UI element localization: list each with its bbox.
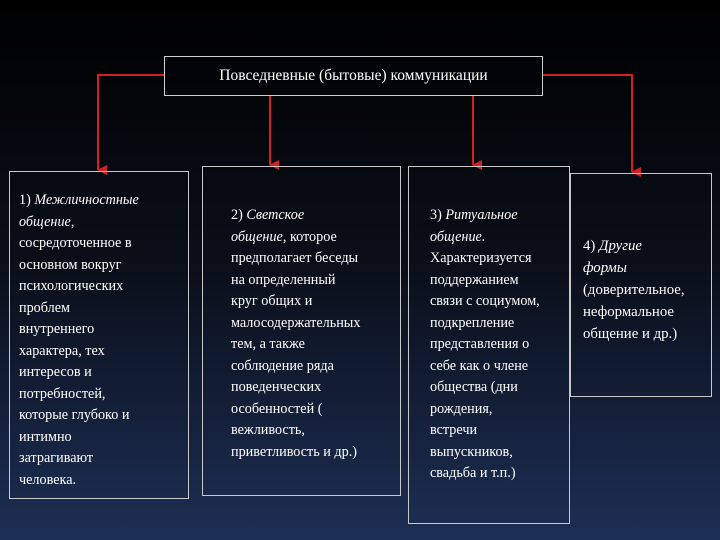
text-line [19,384,188,406]
text-line [231,334,400,356]
text-line [19,362,188,384]
italic-term: общение [19,213,71,230]
line-text: неформальное [583,304,674,320]
line-text: проблем [19,299,70,316]
line-text: характера, тех [19,342,105,359]
line-text: связи с социумом, [430,293,540,309]
text-line [583,279,711,301]
line-text: затрагивают [19,450,94,466]
title-text: Повседневные (бытовые) коммуникации [219,67,488,84]
text-line [19,470,188,492]
text-line [583,235,711,257]
text-line [430,399,569,421]
text-line [231,248,400,270]
box-ritual [408,166,570,524]
box-text [231,205,400,463]
text-line [19,212,188,234]
text-line [231,205,400,227]
text-line [19,448,188,470]
connector-left [98,75,164,170]
italic-term: общение. [430,228,486,245]
text-line [430,356,569,378]
text-line [430,334,569,356]
italic-term: Ритуальное [445,207,518,223]
line-text: выпускников, [430,443,513,460]
text-line [231,291,400,313]
italic-term: Другие [599,238,642,254]
italic-term: Светское [246,207,305,223]
text-line [231,313,400,335]
text-line [583,323,711,345]
box-text [583,235,711,345]
line-text: малосодержательных [231,314,361,331]
text-line [19,405,188,427]
text-line [19,319,188,341]
line-text: сосредоточенное в [19,235,132,251]
line-text: внутреннего [19,321,95,337]
line-text: представления о [430,336,530,352]
line-text: особенностей ( [231,400,323,417]
italic-term: формы [583,260,627,276]
text-line [430,377,569,399]
text-line [231,270,400,292]
line-text: поддержанием [430,271,519,288]
text-line [430,420,569,442]
item-number: 2) [231,207,243,223]
text-line [430,227,569,249]
text-line [430,291,569,313]
box-interpersonal [9,171,189,499]
text-line [19,298,188,320]
line-text: приветливость и др.) [231,443,357,460]
line-text: соблюдение ряда [231,357,334,374]
box-other [570,173,712,397]
text-line [583,301,711,323]
line-text: на определенный [231,271,336,288]
box-text [19,190,188,491]
line-text: человека. [19,471,77,488]
line-text: себе как о члене [430,357,529,374]
text-line [19,190,188,212]
line-text: подкрепление [430,314,515,331]
item-number: 3) [430,207,442,223]
text-line [231,377,400,399]
text-line [231,227,400,249]
connector-right [543,75,632,172]
text-line [430,248,569,270]
text-line [19,341,188,363]
line-text: рождения, [430,400,493,417]
line-text: общение и др.) [583,326,678,342]
item-number: 4) [583,238,596,254]
text-line [231,399,400,421]
box-text [430,205,569,485]
italic-term: Межличностные [34,192,139,208]
line-text: предполагает беседы [231,250,359,266]
text-line [231,420,400,442]
text-line [430,442,569,464]
line-text: потребностей, [19,385,106,402]
item-number: 1) [19,192,31,208]
text-line [583,257,711,279]
line-text: тем, а также [231,336,305,352]
line-text: (доверительное, [583,282,685,298]
text-line [430,270,569,292]
text-line [430,463,569,485]
line-text: которые глубоко и [19,407,130,423]
box-secular [202,166,401,496]
text-line [231,442,400,464]
text-line [19,427,188,449]
line-text: интересов и [19,364,92,380]
line-text: Характеризуется [430,250,532,266]
line-text: основном вокруг [19,256,122,273]
italic-term: общение [231,228,283,245]
line-text: , которое [282,228,337,245]
text-line [430,313,569,335]
line-text: свадьба и т.п.) [430,465,516,481]
line-text: круг общих и [231,293,313,309]
text-line [430,205,569,227]
text-line [19,255,188,277]
line-text: , [70,213,75,230]
line-text: психологических [19,278,124,294]
text-line [19,233,188,255]
text-line [19,276,188,298]
title-box [164,56,543,96]
line-text: интимно [19,428,72,445]
line-text: общества (дни [430,379,518,395]
text-line [231,356,400,378]
line-text: поведенческих [231,379,322,395]
line-text: встречи [430,422,478,438]
line-text: вежливость, [231,422,305,438]
